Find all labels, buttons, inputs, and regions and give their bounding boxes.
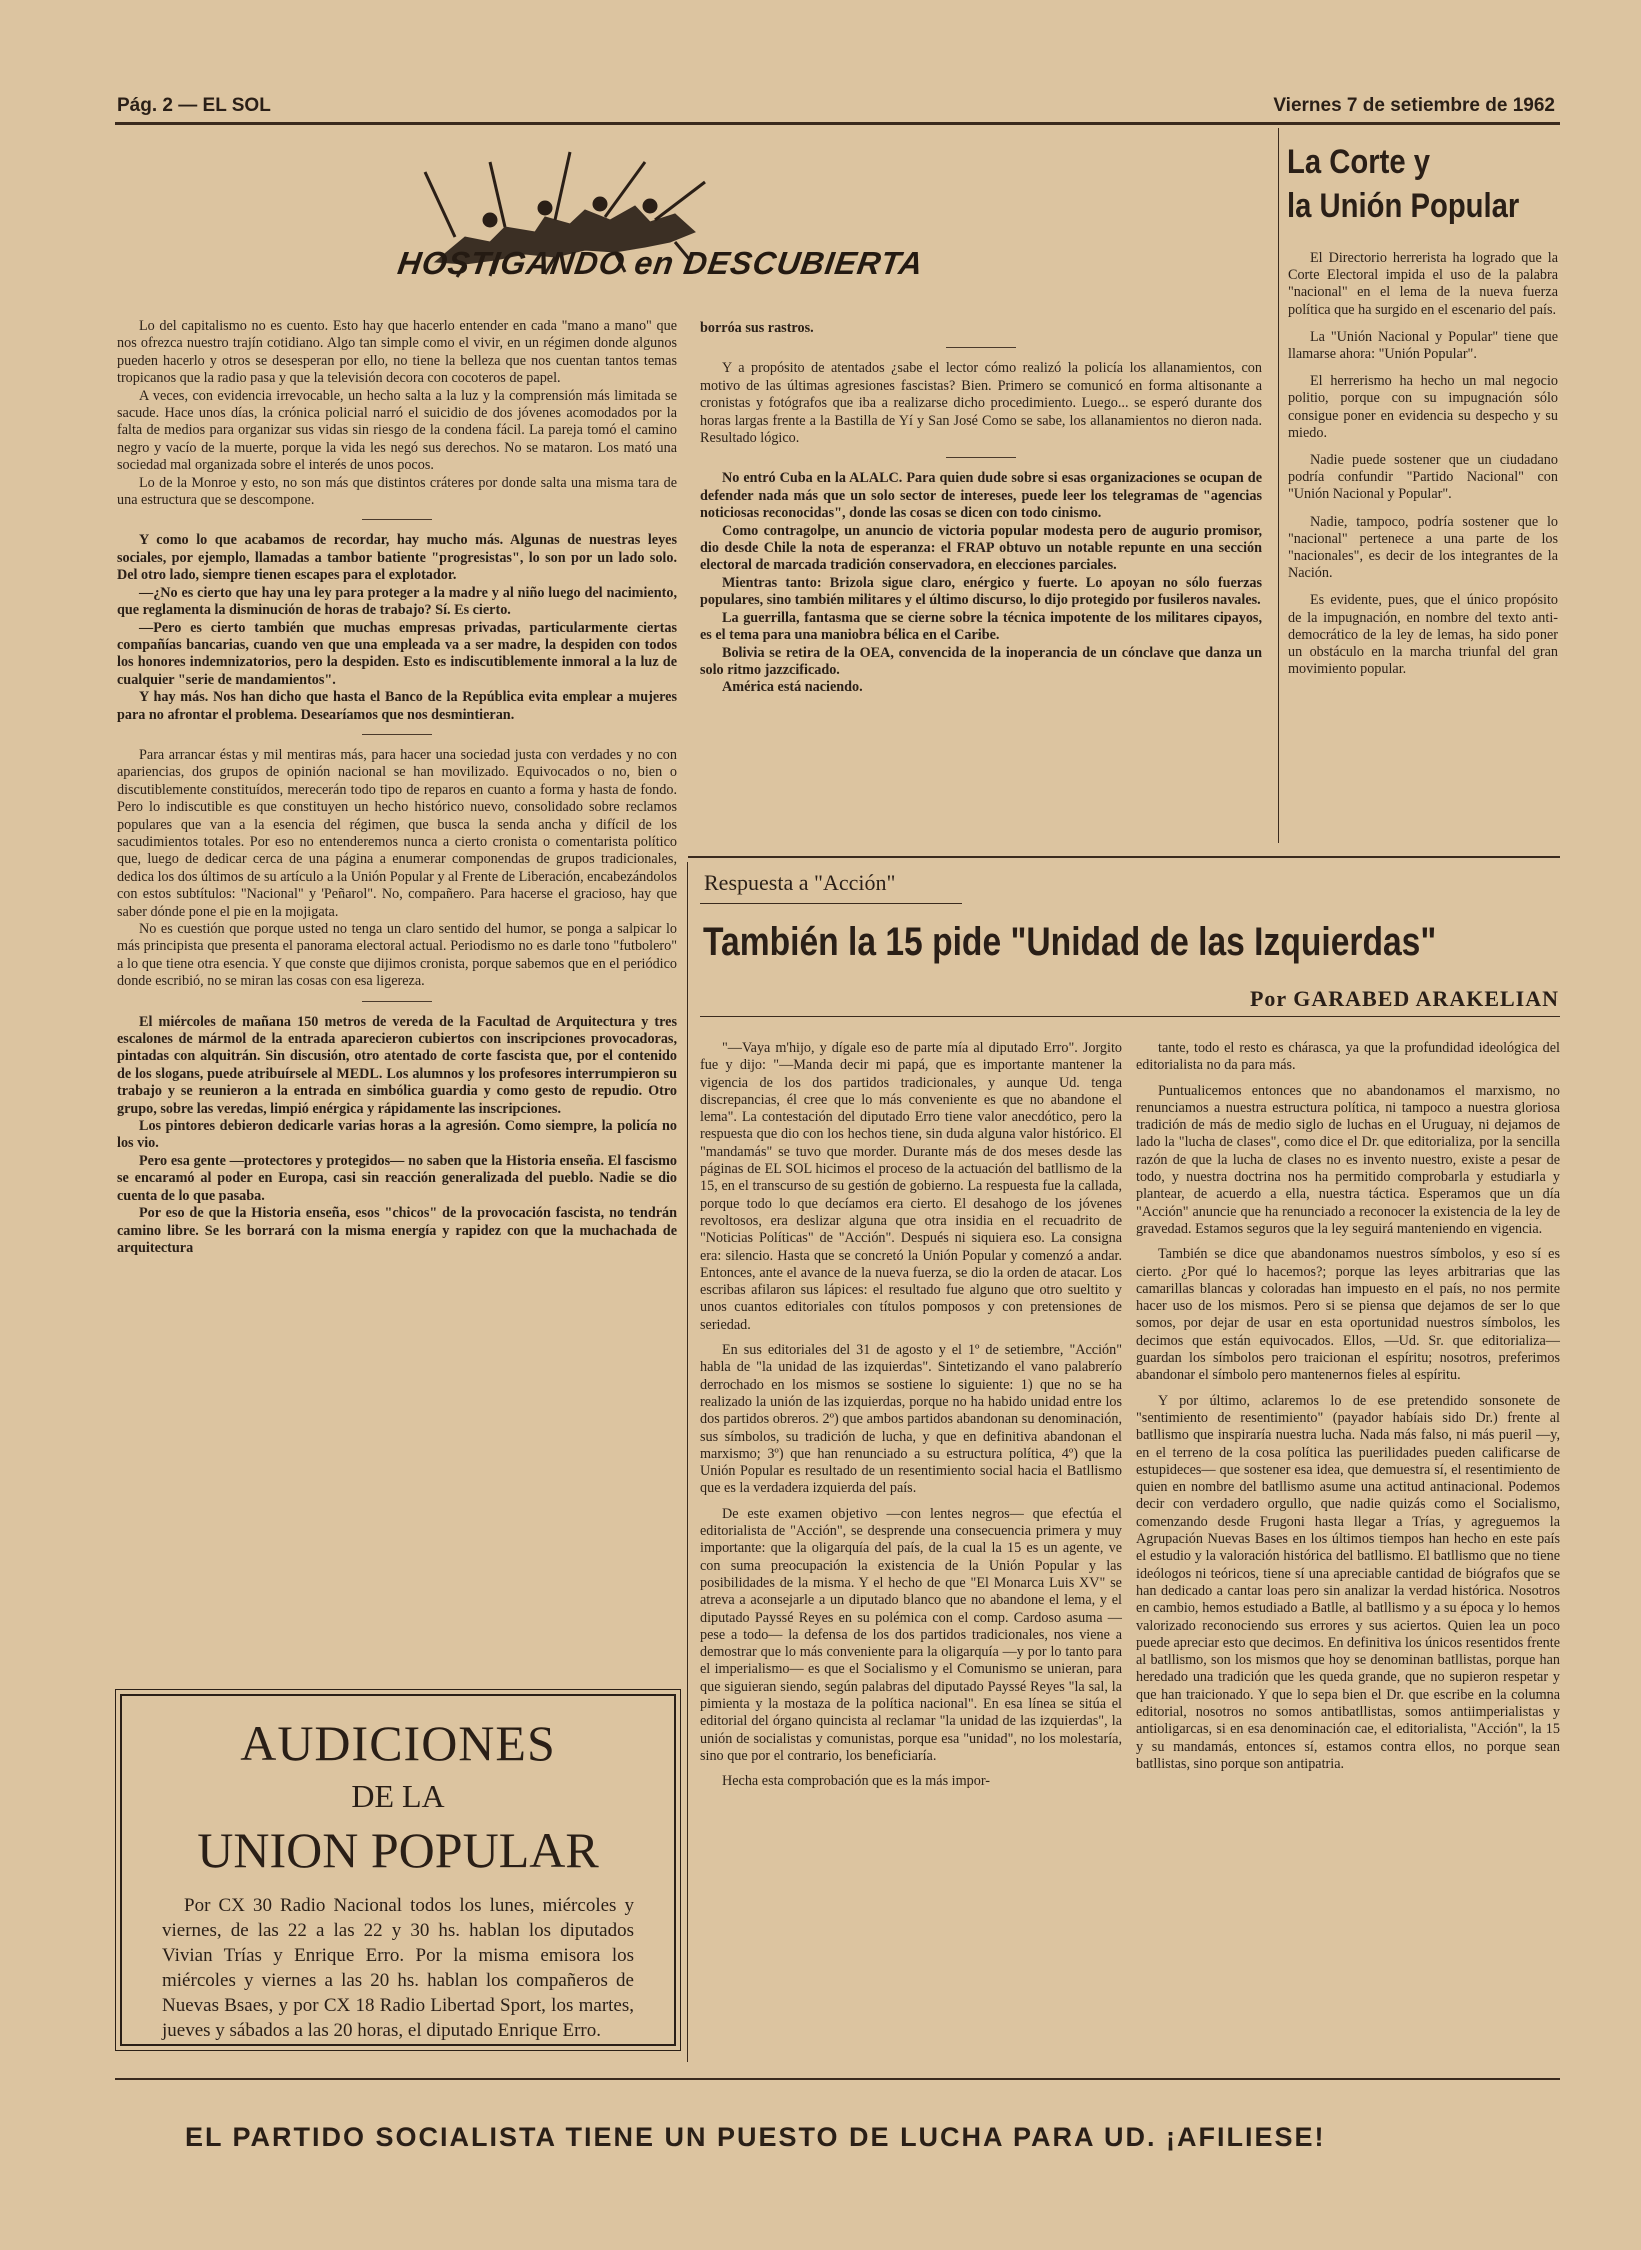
article-paragraph: De este examen objetivo —con lentes negros— que efectúa el editorialista de "Acción", se desprende una consecuencia primera y muy importante: que la oligarquía del país, de la cual la 15 es un agente, ve con suma preocupación la existencia de la Unión Popular y las posibilidades de la misma. Y el hecho de que "El Monarca Luis XV" se atreva a aconsejarle a un diputado blanco que no abandone el lema, y el diputado Payssé Reyes en su polémica con el comp. Cardoso asuma —pese a todo— la defensa de los dos partidos tradicionales, nos viene a demostrar que lo más conveniente para la oligarquía —y por lo tanto para el imperialismo— es que el Socialismo y el Comunismo se unieran, para que siguieran siendo, según palabras del diputado Payssé Reyes "la sal, la pimienta y la mostaza de la política nacional". En esa línea se sitúa el editorial del órgano quincista al reclamar "la unidad de las izquierdas", la unión de socialistas y comunistas, porque esa "unidad", no los molestaría, sino que por el contrario, los beneficiaría. xyxy=(700,1505,1122,1764)
audiciones-line-3: UNION POPULAR xyxy=(197,1822,599,1878)
article-paragraph: Por eso de que la Historia enseña, esos "chicos" de la provocación fascista, no tendrán camino libre. Se les borrará con la misma energía y rapidez con que la muchachada de arquitectura xyxy=(117,1205,677,1256)
byline-rule xyxy=(700,1016,1560,1017)
page-date: Viernes 7 de setiembre de 1962 xyxy=(1273,95,1555,116)
article-paragraph: Puntualicemos entonces que no abandonamos el marxismo, no renunciamos a nuestra estructura política, ni tampoco a nuestra gloriosa tradición de más de medio siglo de luchas en el Uruguay, ni dejamos de lado la "lucha de clases", como dice el Dr. que editorializa, por la sencilla razón de que la lucha de clases no es invento nuestro, existe a pesar de todo, y nuestra doctrina nos ha permitido comprobarla y estudiarla y plantear, de acuerdo a ella, nuestra táctica. Esperamos que un día "Acción" anuncie que ha renunciado a reconocer la existencia de la ley de gravedad. Estamos seguros que la ley seguirá manteniendo en vigencia. xyxy=(1136,1082,1560,1237)
footer-slogan: EL PARTIDO SOCIALISTA TIENE UN PUESTO DE LUCHA PARA UD. ¡AFILIESE! xyxy=(185,2122,1326,2152)
corte-paragraph: Nadie, tampoco, podría sostener que lo "nacional" pertenece a una parte de los "nacionales", es decir de los integrantes de la Nación. xyxy=(1288,513,1558,582)
article-paragraph: Los pintores debieron dedicarle varias horas a la agresión. Como siempre, la policía no los vio. xyxy=(117,1118,677,1152)
article-paragraph: En sus editoriales del 31 de agosto y el 1º de setiembre, "Acción" habla de "la unidad de las izquierdas". Sintetizando el vano palabrerío derrochado en los mismos se sostiene lo siguiente: 1) que no se ha realizado la unión de las izquierdas, porque no ha habido unidad entre los dos partidos obreros. 2º) que ambos partidos abandonan su denominación, sus símbolos, su tradición de lucha, y que en definitiva abandonan el marxismo; 3º) que han renunciado a su estructura política, 4º) que la Unión Popular es resultado de un resentimiento social hacia el Batllismo que es la verdadera izquierda del país. xyxy=(700,1342,1122,1497)
article-paragraph: borróa sus rastros. xyxy=(700,320,814,336)
article-paragraph: Como contragolpe, un anuncio de victoria popular modesta pero de augurio promisor, dio desde Chile la nota de esperanza: el FRAP obtuvo un notable repunte en una sección electoral de marcada tradición conservadora, en elecciones parciales. xyxy=(700,522,1262,574)
article-paragraph: No entró Cuba en la ALALC. Para quien dude sobre si esas organizaciones se ocupan de defender nada más que un solo sector de intereses, puede leer los telegramas de "agencias noticiosas reconocidas", donde las cosas se dicen con todo cinismo. xyxy=(700,470,1262,522)
article-paragraph: Bolivia se retira de la OEA, convencida de la inoperancia de un cónclave que danza un solo ritmo jazzcificado. xyxy=(700,644,1262,678)
hostigando-column-2 xyxy=(700,320,1262,697)
article-paragraph: Mientras tanto: Brizola sigue claro, enérgico y fuerte. Lo apoyan no sólo fuerzas populares, sino también militares y el último discurso, lo dijo protegido por fusileros navales. xyxy=(700,574,1262,609)
article-paragraph: tante, todo el resto es chárasca, ya que la profundidad ideológica del editorialista no da para más. xyxy=(1136,1040,1560,1074)
corte-paragraph: La "Unión Nacional y Popular" tiene que llamarse ahora: "Unión Popular". xyxy=(1288,328,1558,363)
article-paragraph: Pero esa gente —protectores y protegidos— no saben que la Historia enseña. El fascismo se encaramó al poder en Europa, casi sin reacción generalizada del pueblo. Nadie se dio cuenta de lo que pasaba. xyxy=(117,1152,677,1204)
paragraph-separator xyxy=(946,347,1016,348)
article-paragraph: Lo del capitalismo no es cuento. Esto hay que hacerlo entender en cada "mano a mano" que nos ofrezca nuestro trajín cotidiano. Algo tan simple como el vivir, en un régimen donde algunos pueden hacerlo y otros se desesperan por ello, no tiene la belleza que nos cuentan tantos temas tropicanos que la radio pasa y que la televisión decora con cocoteros de papel. xyxy=(117,318,677,387)
header-rule xyxy=(115,122,1560,125)
article-paragraph: Y por último, aclaremos lo de ese pretendido sonsonete de "sentimiento de resentimiento" (payador habíais sido Dr.) frente al batllismo que inspiraría nuestra lucha. Nada más falso, ni más pueril —y, en el terreno de la cosa política las puerilidades pueden calificarse de estupideces— que sostener esa idea, que demuestra sí, el resentimiento de quien en nombre del batllismo asume una actitud antinacional. Podemos decir con verdadero orgullo, que nadie quizás como el Socialismo, comenzando desde Frugoni hasta llegar a Trías, y agreguemos la Agrupación Nuevas Bases en los últimos tiempos han hecho en este país el estudio y la valoración histórica del batllismo. El batllismo que no tiene ideólogos ni teóricos, tiene sí una apreciable cantidad de biógrafos que se han dedicado a cantar loas pero sin analizar la verdad histórica. Nosotros en cambio, hemos estudiado a Batlle, al batllismo y a su época y lo hemos valorizado reconociendo sus errores y sus aciertos. Quien lea un poco puede apreciar esto que decimos. En definitiva los únicos resentidos frente al batllismo, son los mismos que hoy se denominan batllistas, porque han heredado una tradición que les queda grande, que no supieron respetar y que han traicionado. Y que lo sepa bien el Dr. que escribe en la columna editorial, nosotros no somos antibatllistas, somos antiimperialistas y antioligarcas, si en esa denominación cae, el editorialista, "Acción", la 15 y su mandamás, entonces sí, estamos contra ellos, no porque sean batllistas, sino porque son antipatria. xyxy=(1136,1392,1560,1772)
paragraph-separator xyxy=(946,457,1016,458)
article-paragraph: Y como lo que acabamos de recordar, hay mucho más. Algunas de nuestras leyes sociales, por ejemplo, llamadas a tambor batiente "progresistas", lo son por un lado solo. Del otro lado, siempre tienen escapes para el explotador. xyxy=(117,532,677,584)
article-paragraph: También se dice que abandonamos nuestros símbolos, y eso sí es cierto. ¿Por qué lo hacemos?; porque las leyes arbitrarias que las camarillas blancas y coloradas han impuesto en el país, no nos permite hacer uso de los mismos. Pero si se piensa que dejamos de ser lo que somos, por dejar de usar en esta oportunidad nuestros símbolos, les decimos que están equivocados. Ellos, —Ud. Sr. que editorializa— guardan los símbolos pero traicionan el espíritu; nosotros, preferimos abandonar el símbolo pero mantenernos fieles al espíritu. xyxy=(1136,1246,1560,1384)
article-paragraph: Para arrancar éstas y mil mentiras más, para hacer una sociedad justa con verdades y no con apariencias, dos grupos de opinión nacional se han movilizado. Equivocados o no, bien o discutiblemente constituídos, merecerán todo tipo de reparos en cuanto a forma y hasta de fondo. Pero lo indiscutible es que constituyen un hecho histórico nuevo, consolidado sobre reclamos populares que van a la esencia del régimen, que busca la senda ancha y difícil de los sacudimientos totales. Por eso no entenderemos nunca a cierto cronista o comentarista político que, luego de dedicar cerca de una página a enumerar componendas de grupos tradicionales, dedica los dos últimos de su artículo a la Unión Popular y al Frente de Liberación, encabezándolos con estos subtítulos: "Nacional" y 'Peñarol". No, compañero. Para hacerse el gracioso, hay que saber dónde pone el pie en la mojigata. xyxy=(117,746,677,920)
hostigando-column-1 xyxy=(117,318,677,1257)
corte-paragraph: Nadie puede sostener que un ciudadano podría confundir "Partido Nacional" con "Unión Nacional y Popular". xyxy=(1288,452,1558,503)
corte-paragraph: Es evidente, pues, que el único propósito de la impugnación, en nombre del texto anti-democrático de la ley de lemas, ha sido poner un obstáculo en la marcha triunfal del gran movimiento popular. xyxy=(1288,592,1558,678)
article-paragraph: Y a propósito de atentados ¿sabe el lector cómo realizó la policía los allanamientos, con motivo de las últimas agresiones fascistas? Bien. Primero se comunicó en forma altisonante a cronistas y fotógrafos que iba a realizarse dicho procedimiento. Luego... se esperó durante dos horas largas frente a la Bastilla de Yí y San José Como se sabe, los allanamientos no dieron nada. Resultado lógico. xyxy=(700,360,1262,447)
corte-title xyxy=(1287,140,1562,228)
corte-paragraph: El herrerismo ha hecho un mal negocio politio, porque con su impugnación sólo consigue poner en evidencia su despecho y su miedo. xyxy=(1288,373,1558,441)
article-paragraph: —Pero es cierto también que muchas empresas privadas, particularmente ciertas compañías bancarias, cuando ven que una empleada va a ser madre, la despiden con todos los honores indemnizatorios, pero la despiden. Esto es indiscutiblemente inmoral a la luz de cualquier "serie de mandamientos". xyxy=(117,619,677,688)
article-paragraph: —¿No es cierto que hay una ley para proteger a la madre y al niño luego del nacimiento, que reglamenta la disminución de horas de trabajo? Sí. Es cierto. xyxy=(117,584,677,619)
article-paragraph: No es cuestión que porque usted no tenga un claro sentido del humor, se ponga a salpicar lo más principista que presenta el panorama electoral actual. Periodismo no es darle tono "futbolero" a lo que tiene otra esencia. Y que conste que dijimos cronista, porque sabemos que en el periódico donde escribió, no se miran las cosas con esa ligereza. xyxy=(117,921,677,990)
corte-body xyxy=(1288,250,1558,678)
audiciones-line-2: DE LA xyxy=(351,1778,445,1814)
article-paragraph: La guerrilla, fantasma que se cierne sobre la técnica impotente de los militares cipayos, es el tema para una maniobra bélica en el Caribe. xyxy=(700,609,1262,644)
corte-title-line-2: la Unión Popular xyxy=(1287,187,1520,225)
audiciones-line-1: AUDICIONES xyxy=(240,1715,556,1771)
paragraph-separator xyxy=(362,1001,432,1002)
audiciones-text: Por CX 30 Radio Nacional todos los lunes, miércoles y viernes, de las 22 a las 22 y 30 hs. hablan los diputados Vivian Trías y Enrique Erro. Por la misma emisora los miércoles y viernes a las 20 hs. hablan los compañeros de Nuevas Bsaes, y por CX 18 Radio Libertad Sport, los martes, jueves y sábados a las 20 horas, el diputado Enrique Erro. xyxy=(162,1895,634,2041)
kicker-underline xyxy=(700,903,962,904)
respuesta-kicker: Respuesta a "Acción" xyxy=(704,870,896,895)
respuesta-column-2 xyxy=(1136,1040,1560,1773)
paragraph-separator xyxy=(362,734,432,735)
audiciones-box xyxy=(120,1694,676,2046)
article-paragraph: Lo de la Monroe y esto, no son más que distintos cráteres por donde salta una misma tara de una estructura que se descompone. xyxy=(117,474,677,509)
corte-title-line-1: La Corte y xyxy=(1287,143,1430,181)
article-paragraph: El miércoles de mañana 150 metros de vereda de la Facultad de Arquitectura y tres escalones de mármol de la entrada aparecieron cubiertos con inscripciones provocadoras, pintadas con alquitrán. Sin discusión, otro atentado de corte fascista que, por el contenido de los slogans, puede atribuírsele al MEDL. Los alumnos y los profesores interrumpieron su trabajo y se reunieron a la entrada en simbólica guardia y como gesto de repudio. Otro grupo, sobre las veredas, limpió enérgica y rápidamente las inscripciones. xyxy=(117,1013,677,1117)
article-paragraph: Y hay más. Nos han dicho que hasta el Banco de la República evita emplear a mujeres para no afrontar el problema. Desearíamos que nos desmintieran. xyxy=(117,689,677,723)
respuesta-byline: Por GARABED ARAKELIAN xyxy=(1249,986,1559,1011)
article-paragraph: Hecha esta comprobación que es la más impor- xyxy=(722,1773,990,1790)
column-divider xyxy=(1278,128,1279,843)
column-divider xyxy=(687,862,688,2062)
corte-paragraph: El Directorio herrerista ha logrado que la Corte Electoral impida el uso de la palabra "nacional" en el lema de la nueva fuerza política que ha surgido en el escenario del país. xyxy=(1288,250,1558,318)
paragraph-separator xyxy=(362,519,432,520)
article-paragraph: A veces, con evidencia irrevocable, un hecho salta a la luz y la comprensión más limitada se sacude. Hace unos días, la crónica policial narró el suicidio de dos jóvenes acomodados por la falta de medios para organizar sus vidas sin riesgo de la condena fácil. La pareja tomó el camino negro y vacío de la muerte, porque la vida les negó sus derechos. No se mataron. Los mató una sociedad mal organizada sobre el interés de unos pocos. xyxy=(117,387,677,474)
respuesta-column-1 xyxy=(700,1040,1122,1790)
article-paragraph: América está naciendo. xyxy=(722,679,863,696)
footer-rule xyxy=(115,2078,1560,2080)
respuesta-title: También la 15 pide "Unidad de las Izquierdas" xyxy=(703,920,1437,964)
page-folio: Pág. 2 — EL SOL xyxy=(117,95,271,116)
hostigando-title: HOSTIGANDO en DESCUBIERTA xyxy=(395,245,926,281)
section-rule xyxy=(688,856,1560,858)
article-paragraph: "—Vaya m'hijo, y dígale eso de parte mía al diputado Erro". Jorgito fue y dijo: "—Manda decir mi papá, que es importante mantener la vigencia de los dos partidos tradicionales, y aunque Ud. tenga discrepancias, él cree que lo más conveniente es que no abandone el lema". La contestación del diputado Erro tiene valor anecdótico, pero la respuesta que dio con los hechos tiene, sin duda alguna valor histórico. El "mandamás" se tuvo que morder. Durante más de dos meses desde las páginas de EL SOL hicimos el proceso de la actuación del batllismo de la 15, en el transcurso de su gestión de gobierno. La respuesta fue la callada, porque todo lo que decíamos era cierto. El desahogo de los jóvenes revoltosos, era deslizar alguna que otra insidia en el recuadrito de "Noticias Políticas" de "Acción". Después ni siquiera eso. La consigna era: silencio. Hasta que se concretó la Unión Popular y comenzó a andar. Entonces, ante el avance de la nueva fuerza, se dio la orden de atacar. Los escribas afilaron sus lápices: el resultado fue alguno que otro sueltito y unos cuantos editoriales con títulos pomposos y con pretensiones de seriedad. xyxy=(700,1040,1122,1333)
